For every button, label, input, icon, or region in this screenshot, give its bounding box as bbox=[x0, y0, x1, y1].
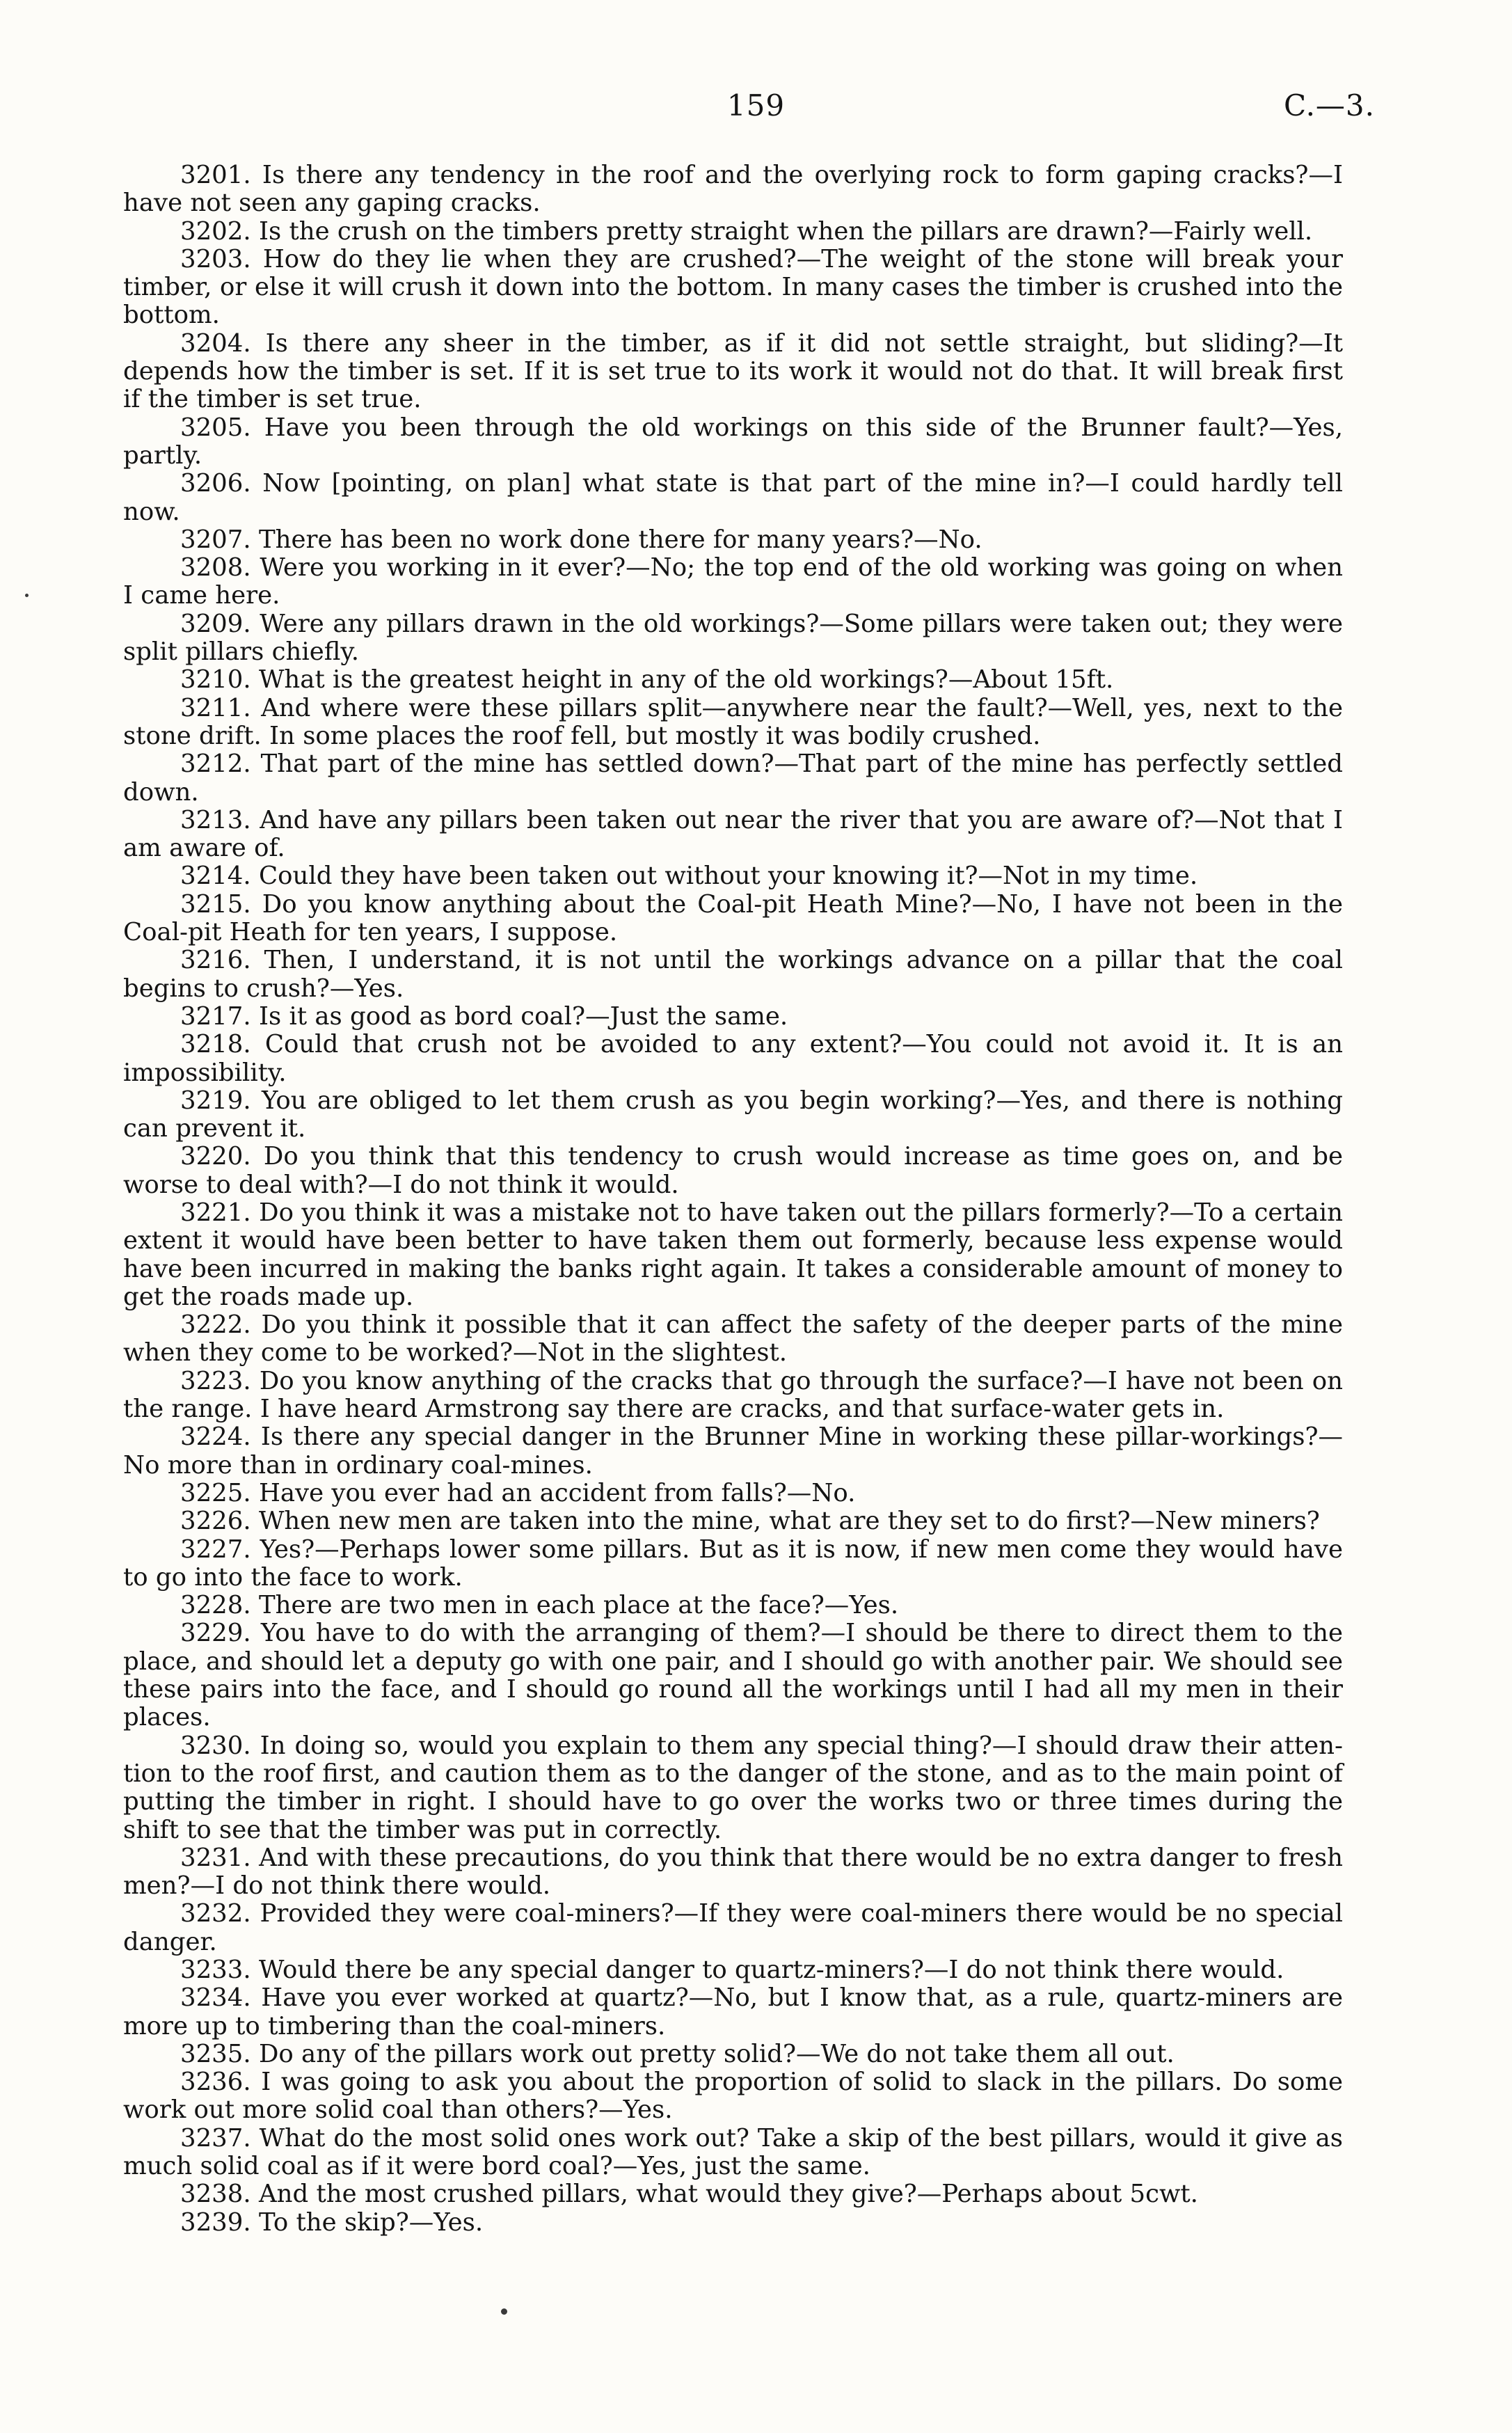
question-number: 3220. bbox=[180, 1142, 251, 1171]
qa-entry bbox=[123, 750, 1343, 807]
qa-entry bbox=[123, 161, 1343, 218]
qa-entry bbox=[123, 526, 1343, 554]
qa-entry bbox=[123, 2209, 1343, 2237]
question-answer-text: Yes?—Perhaps lower some pillars. But as it is now, if new men come they would have to go into the face to work. bbox=[123, 1535, 1343, 1592]
qa-entry bbox=[123, 2125, 1343, 2181]
question-answer-text: You have to do with the arranging of them?—I should be there to direct them to the place, and should let a deputy go with one pair, and I should go with another pair. We should see these pairs into the face, and I should go round all the workings until I had all my men in their places. bbox=[123, 1619, 1343, 1732]
question-answer-text: There are two men in each place at the face?—Yes. bbox=[258, 1591, 899, 1620]
qa-entry bbox=[123, 1619, 1343, 1731]
question-number: 3209. bbox=[180, 609, 251, 638]
question-answer-text: Could that crush not be avoided to any extent?—You could not avoid it. It is an impossibility. bbox=[123, 1030, 1343, 1087]
question-number: 3217. bbox=[180, 1001, 251, 1031]
qa-entry bbox=[123, 470, 1343, 526]
question-answer-text: To the skip?—Yes. bbox=[258, 2208, 484, 2237]
question-number: 3212. bbox=[180, 750, 251, 779]
qa-entry bbox=[123, 1956, 1343, 1984]
question-number: 3224. bbox=[180, 1422, 251, 1452]
page-number: 159 bbox=[726, 88, 786, 122]
question-answer-text: Have you been through the old workings on this side of the Brunner fault?—Yes, partly. bbox=[123, 413, 1343, 470]
print-speck bbox=[501, 2308, 507, 2315]
document-reference: C.—3. bbox=[1283, 88, 1375, 122]
question-answer-text: Have you ever had an accident from falls?—No. bbox=[258, 1478, 856, 1507]
question-answer-text: Were any pillars drawn in the old workings?—Some pillars were taken out; they were split pillars chiefly. bbox=[123, 609, 1343, 667]
question-answer-text: You are obliged to let them crush as you begin working?—Yes, and there is nothing can prevent it. bbox=[123, 1086, 1343, 1143]
qa-entry bbox=[123, 330, 1343, 414]
question-number: 3205. bbox=[180, 413, 251, 442]
qa-entry bbox=[123, 1984, 1343, 2040]
question-number: 3230. bbox=[180, 1731, 251, 1760]
question-answer-text: Is there any special danger in the Brunner Mine in working these pillar-workings?—No more than in ordinary coal-mines. bbox=[123, 1422, 1343, 1480]
question-number: 3207. bbox=[180, 525, 251, 554]
question-answer-text: Then, I understand, it is not until the workings advance on a pillar that the coal begins to crush?—Yes. bbox=[123, 946, 1343, 1003]
question-answer-text: Is there any sheer in the timber, as if it did not settle straight, but sliding?—It depends how the timber is set. If it is set true to its work it would not do that. It will break first if the timber is set true. bbox=[123, 328, 1343, 414]
question-number: 3235. bbox=[180, 2039, 251, 2068]
question-answer-text: In doing so, would you explain to them any special thing?—I should draw their attention to the roof first, and caution them as to the danger of the stone, and as to the main point of putting the timber in right. I should have to go over the works two or three times during the shift to see that the timber was put in correctly. bbox=[123, 1731, 1343, 1844]
question-answer-text: How do they lie when they are crushed?—The weight of the stone will break your timber, or else it will crush it down into the bottom. In many cases the timber is crushed into the bottom. bbox=[123, 244, 1343, 330]
qa-entry bbox=[123, 1368, 1343, 1424]
qa-entry bbox=[123, 807, 1343, 863]
evidence-transcript bbox=[123, 161, 1343, 2237]
question-number: 3228. bbox=[180, 1591, 251, 1620]
qa-entry bbox=[123, 2040, 1343, 2068]
question-answer-text: Do you think it was a mistake not to have taken out the pillars formerly?—To a certain extent it would have been better to have taken them out formerly, because less expense would have been incurred in making the banks right again. It takes a considerable amount of money to get the roads made up. bbox=[123, 1198, 1343, 1311]
qa-entry bbox=[123, 610, 1343, 667]
question-answer-text: That part of the mine has settled down?—That part of the mine has perfectly settled down. bbox=[123, 750, 1343, 807]
qa-entry bbox=[123, 1536, 1343, 1592]
question-number: 3216. bbox=[180, 946, 251, 975]
question-number: 3203. bbox=[180, 244, 251, 274]
qa-entry bbox=[123, 891, 1343, 947]
question-number: 3211. bbox=[180, 693, 251, 722]
question-answer-text: And where were these pillars split—anywhere near the fault?—Well, yes, next to the stone drift. In some places the roof fell, but mostly it was bodily crushed. bbox=[123, 693, 1343, 750]
question-number: 3238. bbox=[180, 2180, 251, 2209]
question-number: 3234. bbox=[180, 1983, 251, 2013]
qa-entry bbox=[123, 1003, 1343, 1031]
question-answer-text: Is it as good as bord coal?—Just the same. bbox=[258, 1001, 788, 1031]
qa-entry bbox=[123, 1199, 1343, 1311]
question-answer-text: Now [pointing, on plan] what state is that part of the mine in?—I could hardly tell now. bbox=[123, 469, 1343, 526]
question-number: 3239. bbox=[180, 2208, 251, 2237]
question-number: 3218. bbox=[180, 1030, 251, 1059]
question-number: 3210. bbox=[180, 665, 251, 695]
qa-entry bbox=[123, 1143, 1343, 1199]
question-answer-text: Do you think it possible that it can affect the safety of the deeper parts of the mine when they come to be worked?—Not in the slightest. bbox=[123, 1310, 1343, 1368]
question-number: 3236. bbox=[180, 2068, 251, 2097]
question-answer-text: Provided they were coal-miners?—If they were coal-miners there would be no special danger. bbox=[123, 1899, 1343, 1956]
question-answer-text: What do the most solid ones work out? Take a skip of the best pillars, would it give as much solid coal as if it were bord coal?—Yes, just the same. bbox=[123, 2123, 1343, 2181]
question-number: 3208. bbox=[180, 553, 251, 583]
question-answer-text: And the most crushed pillars, what would they give?—Perhaps about 5cwt. bbox=[258, 2180, 1198, 2209]
question-number: 3222. bbox=[180, 1310, 251, 1340]
qa-entry bbox=[123, 1732, 1343, 1844]
question-number: 3223. bbox=[180, 1366, 251, 1395]
qa-entry bbox=[123, 1592, 1343, 1619]
qa-entry bbox=[123, 1423, 1343, 1480]
question-number: 3231. bbox=[180, 1843, 251, 1872]
question-answer-text: Have you ever worked at quartz?—No, but I know that, as a rule, quartz-miners are more up to timbering than the coal-miners. bbox=[123, 1983, 1343, 2040]
question-number: 3215. bbox=[180, 889, 251, 919]
question-answer-text: Would there be any special danger to quartz-miners?—I do not think there would. bbox=[258, 1956, 1284, 1984]
question-answer-text: Is the crush on the timbers pretty straight when the pillars are drawn?—Fairly well. bbox=[258, 216, 1313, 246]
question-answer-text: Do you know anything of the cracks that go through the surface?—I have not been on the range. I have heard Armstrong say there are cracks, and that surface-water gets in. bbox=[123, 1366, 1343, 1424]
question-answer-text: Could they have been taken out without your knowing it?—Not in my time. bbox=[258, 862, 1198, 891]
qa-entry bbox=[123, 1844, 1343, 1901]
question-number: 3237. bbox=[180, 2123, 251, 2153]
question-number: 3201. bbox=[180, 161, 251, 189]
qa-entry bbox=[123, 2068, 1343, 2125]
question-answer-text: Do you know anything about the Coal-pit Heath Mine?—No, I have not been in the Coal-pit Heath for ten years, I suppose. bbox=[123, 889, 1343, 947]
question-number: 3204. bbox=[180, 328, 251, 358]
qa-entry bbox=[123, 1507, 1343, 1535]
question-answer-text: Do you think that this tendency to crush would increase as time goes on, and be worse to deal with?—I do not think it would. bbox=[123, 1142, 1343, 1199]
qa-entry bbox=[123, 554, 1343, 610]
qa-entry bbox=[123, 1031, 1343, 1087]
question-answer-text: There has been no work done there for many years?—No. bbox=[258, 525, 982, 554]
question-number: 3225. bbox=[180, 1478, 251, 1507]
question-number: 3232. bbox=[180, 1899, 251, 1928]
question-number: 3206. bbox=[180, 469, 251, 498]
question-number: 3226. bbox=[180, 1507, 251, 1536]
qa-entry bbox=[123, 695, 1343, 751]
qa-entry bbox=[123, 246, 1343, 330]
qa-entry bbox=[123, 1900, 1343, 1956]
qa-entry bbox=[123, 946, 1343, 1003]
question-answer-text: When new men are taken into the mine, what are they set to do first?—New miners? bbox=[258, 1507, 1320, 1536]
question-answer-text: Do any of the pillars work out pretty solid?—We do not take them all out. bbox=[258, 2039, 1175, 2068]
qa-entry bbox=[123, 1311, 1343, 1368]
qa-entry bbox=[123, 862, 1343, 890]
question-number: 3227. bbox=[180, 1535, 251, 1564]
qa-entry bbox=[123, 218, 1343, 246]
question-number: 3233. bbox=[180, 1956, 251, 1984]
question-number: 3202. bbox=[180, 216, 251, 246]
question-number: 3214. bbox=[180, 862, 251, 891]
question-answer-text: And have any pillars been taken out near the river that you are aware of?—Not that I am aware of. bbox=[123, 805, 1343, 863]
question-answer-text: I was going to ask you about the proportion of solid to slack in the pillars. Do some work out more solid coal than others?—Yes. bbox=[123, 2068, 1343, 2125]
question-number: 3221. bbox=[180, 1198, 251, 1227]
question-answer-text: What is the greatest height in any of the old workings?—About 15ft. bbox=[258, 665, 1114, 695]
question-number: 3229. bbox=[180, 1619, 251, 1648]
qa-entry bbox=[123, 1087, 1343, 1143]
question-answer-text: And with these precautions, do you think that there would be no extra danger to fresh men?—I do not think there would. bbox=[123, 1843, 1343, 1901]
question-answer-text: Is there any tendency in the roof and the overlying rock to form gaping cracks?—I have not seen any gaping cracks. bbox=[123, 161, 1343, 218]
print-speck bbox=[25, 594, 29, 597]
question-answer-text: Were you working in it ever?—No; the top end of the old working was going on when I came here. bbox=[123, 553, 1343, 610]
qa-entry bbox=[123, 414, 1343, 470]
qa-entry bbox=[123, 666, 1343, 694]
question-number: 3213. bbox=[180, 805, 251, 834]
qa-entry bbox=[123, 1480, 1343, 1507]
qa-entry bbox=[123, 2180, 1343, 2208]
question-number: 3219. bbox=[180, 1086, 251, 1115]
